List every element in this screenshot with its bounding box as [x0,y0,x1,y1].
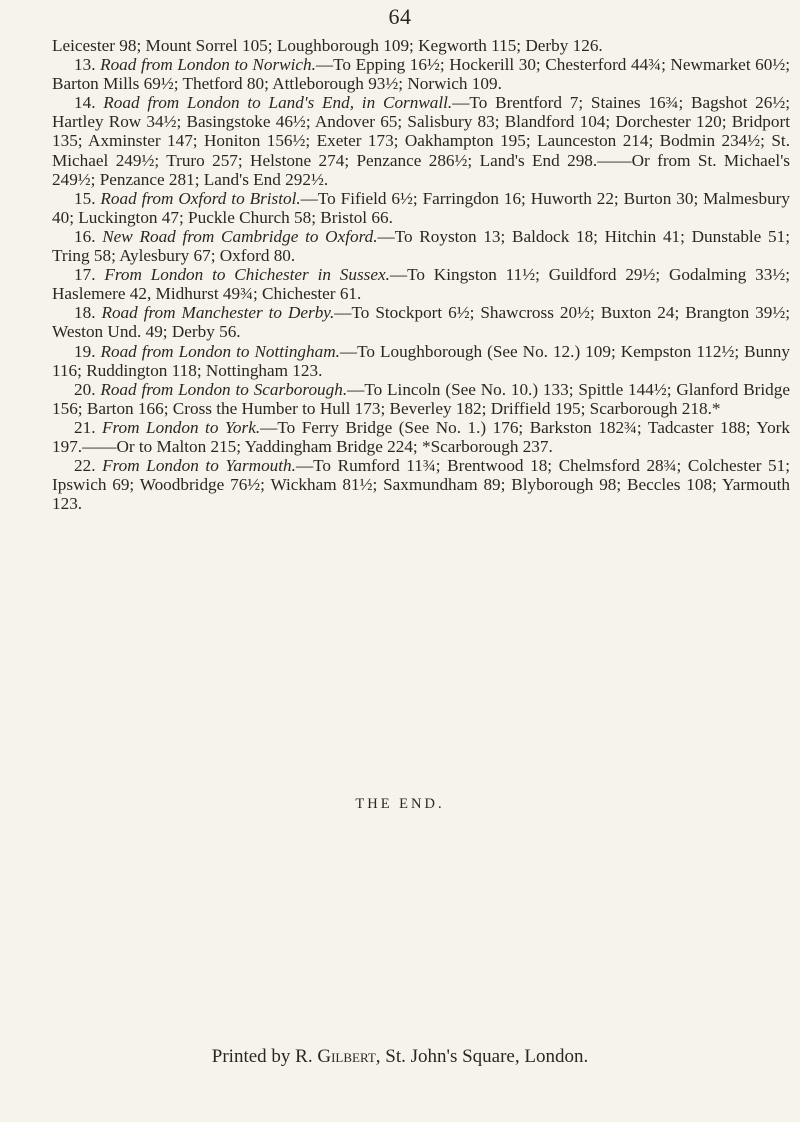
page-number: 64 [388,4,412,29]
imprint-suffix: , St. John's Square, London. [375,1046,589,1067]
route-heading: From London to Chichester in Sussex. [104,265,390,285]
route-stages: —To Fifield 6½; Farringdon 16; Huworth 22; Burton 30; Malmesbury 40; Luckington 47; Puckle Church 58; Bristol 66. [52,188,791,227]
route-heading: Road from Manchester to Derby. [101,303,335,323]
route-heading: From London to Yarmouth. [102,456,296,476]
route-number: 22. [74,456,103,476]
route-number: 13. [74,55,101,75]
route-list [52,36,790,513]
route-stages: —To Brentford 7; Staines 16¾; Bagshot 26½; Hartley Row 34½; Basingstoke 46½; Andover 65; Salisbury 83; Blandford 104; Dorchester 120; Bridport 135; Axminster 147; Honiton 156½; Exeter 173; Oakhampton 195; Launceston 214; Bodmin 234½; St. Michael 249½; Truro 257; Helstone 274; Penzance 286½; Land's End 298.——Or from St. Michael's 249½; Penzance 281; Land's End 292½. [52,93,791,189]
route-paragraph [52,380,790,418]
route-stages: —To Lincoln (See No. 10.) 133; Spittle 144½; Glanford Bridge 156; Barton 166; Cross the Humber to Hull 173; Beverley 182; Driffield 195; Scarborough 218.* [52,379,790,418]
route-paragraph [52,265,790,303]
route-paragraph [52,456,790,513]
route-stages: —To Ferry Bridge (See No. 1.) 176; Barkston 182¾; Tadcaster 188; York 197.——Or to Malton 215; Yaddingham Bridge 224; *Scarborough 237. [52,417,791,456]
route-paragraph [52,227,790,265]
imprint-prefix: Printed by R. [211,1046,318,1067]
route-paragraph [52,303,790,341]
route-stages: Leicester 98; Mount Sorrel 105; Loughborough 109; Kegworth 115; Derby 126. [52,36,603,55]
route-heading: Road from London to Nottingham. [100,341,340,361]
route-paragraph [52,55,790,93]
imprint-printer-name: Gilbert [317,1046,376,1067]
route-heading: Road from London to Land's End, in Cornwall. [103,93,453,113]
route-heading: From London to York. [101,417,261,437]
route-heading: Road from Oxford to Bristol. [100,188,301,208]
route-stages: —To Loughborough (See No. 12.) 109; Kempston 112½; Bunny 116; Ruddington 118; Nottingham 123. [52,341,790,380]
route-number: 17. [74,265,105,285]
route-number: 14. [74,93,104,113]
route-stages: —To Royston 13; Baldock 18; Hitchin 41; Dunstable 51; Tring 58; Aylesbury 67; Oxford 80. [52,226,790,266]
route-paragraph [52,189,790,227]
route-number: 15. [74,188,101,208]
route-paragraph [52,93,790,188]
route-number: 16. [74,226,103,246]
route-heading: Road from London to Norwich. [100,55,316,75]
route-stages: —To Stockport 6½; Shawcross 20½; Buxton 24; Brangton 39½; Weston Und. 49; Derby 56. [52,303,791,342]
route-stages: —To Epping 16½; Hockerill 30; Chesterford 44¾; Newmarket 60½; Barton Mills 69½; Thetford 80; Attleborough 93½; Norwich 109. [52,55,791,94]
route-stages: —To Kingston 11½; Guildford 29½; Godalming 33½; Haslemere 42, Midhurst 49¾; Chichester 61. [52,265,791,304]
route-number: 21. [74,417,102,437]
the-end-mark: THE END. [355,796,445,812]
printer-imprint [0,1046,800,1068]
route-number: 19. [74,341,101,361]
route-heading: New Road from Cambridge to Oxford. [102,226,378,246]
route-paragraph [52,418,790,456]
route-number: 18. [74,303,102,323]
route-heading: Road from London to Scarborough. [100,379,348,399]
route-stages: —To Rumford 11¾; Brentwood 18; Chelmsford 28¾; Colchester 51; Ipswich 69; Woodbridge 76½; Wickham 81½; Saxmundham 89; Blyborough 98; Beccles 108; Yarmouth 123. [52,456,791,514]
route-paragraph [52,342,790,380]
route-number: 20. [74,379,101,399]
route-paragraph [52,36,790,55]
